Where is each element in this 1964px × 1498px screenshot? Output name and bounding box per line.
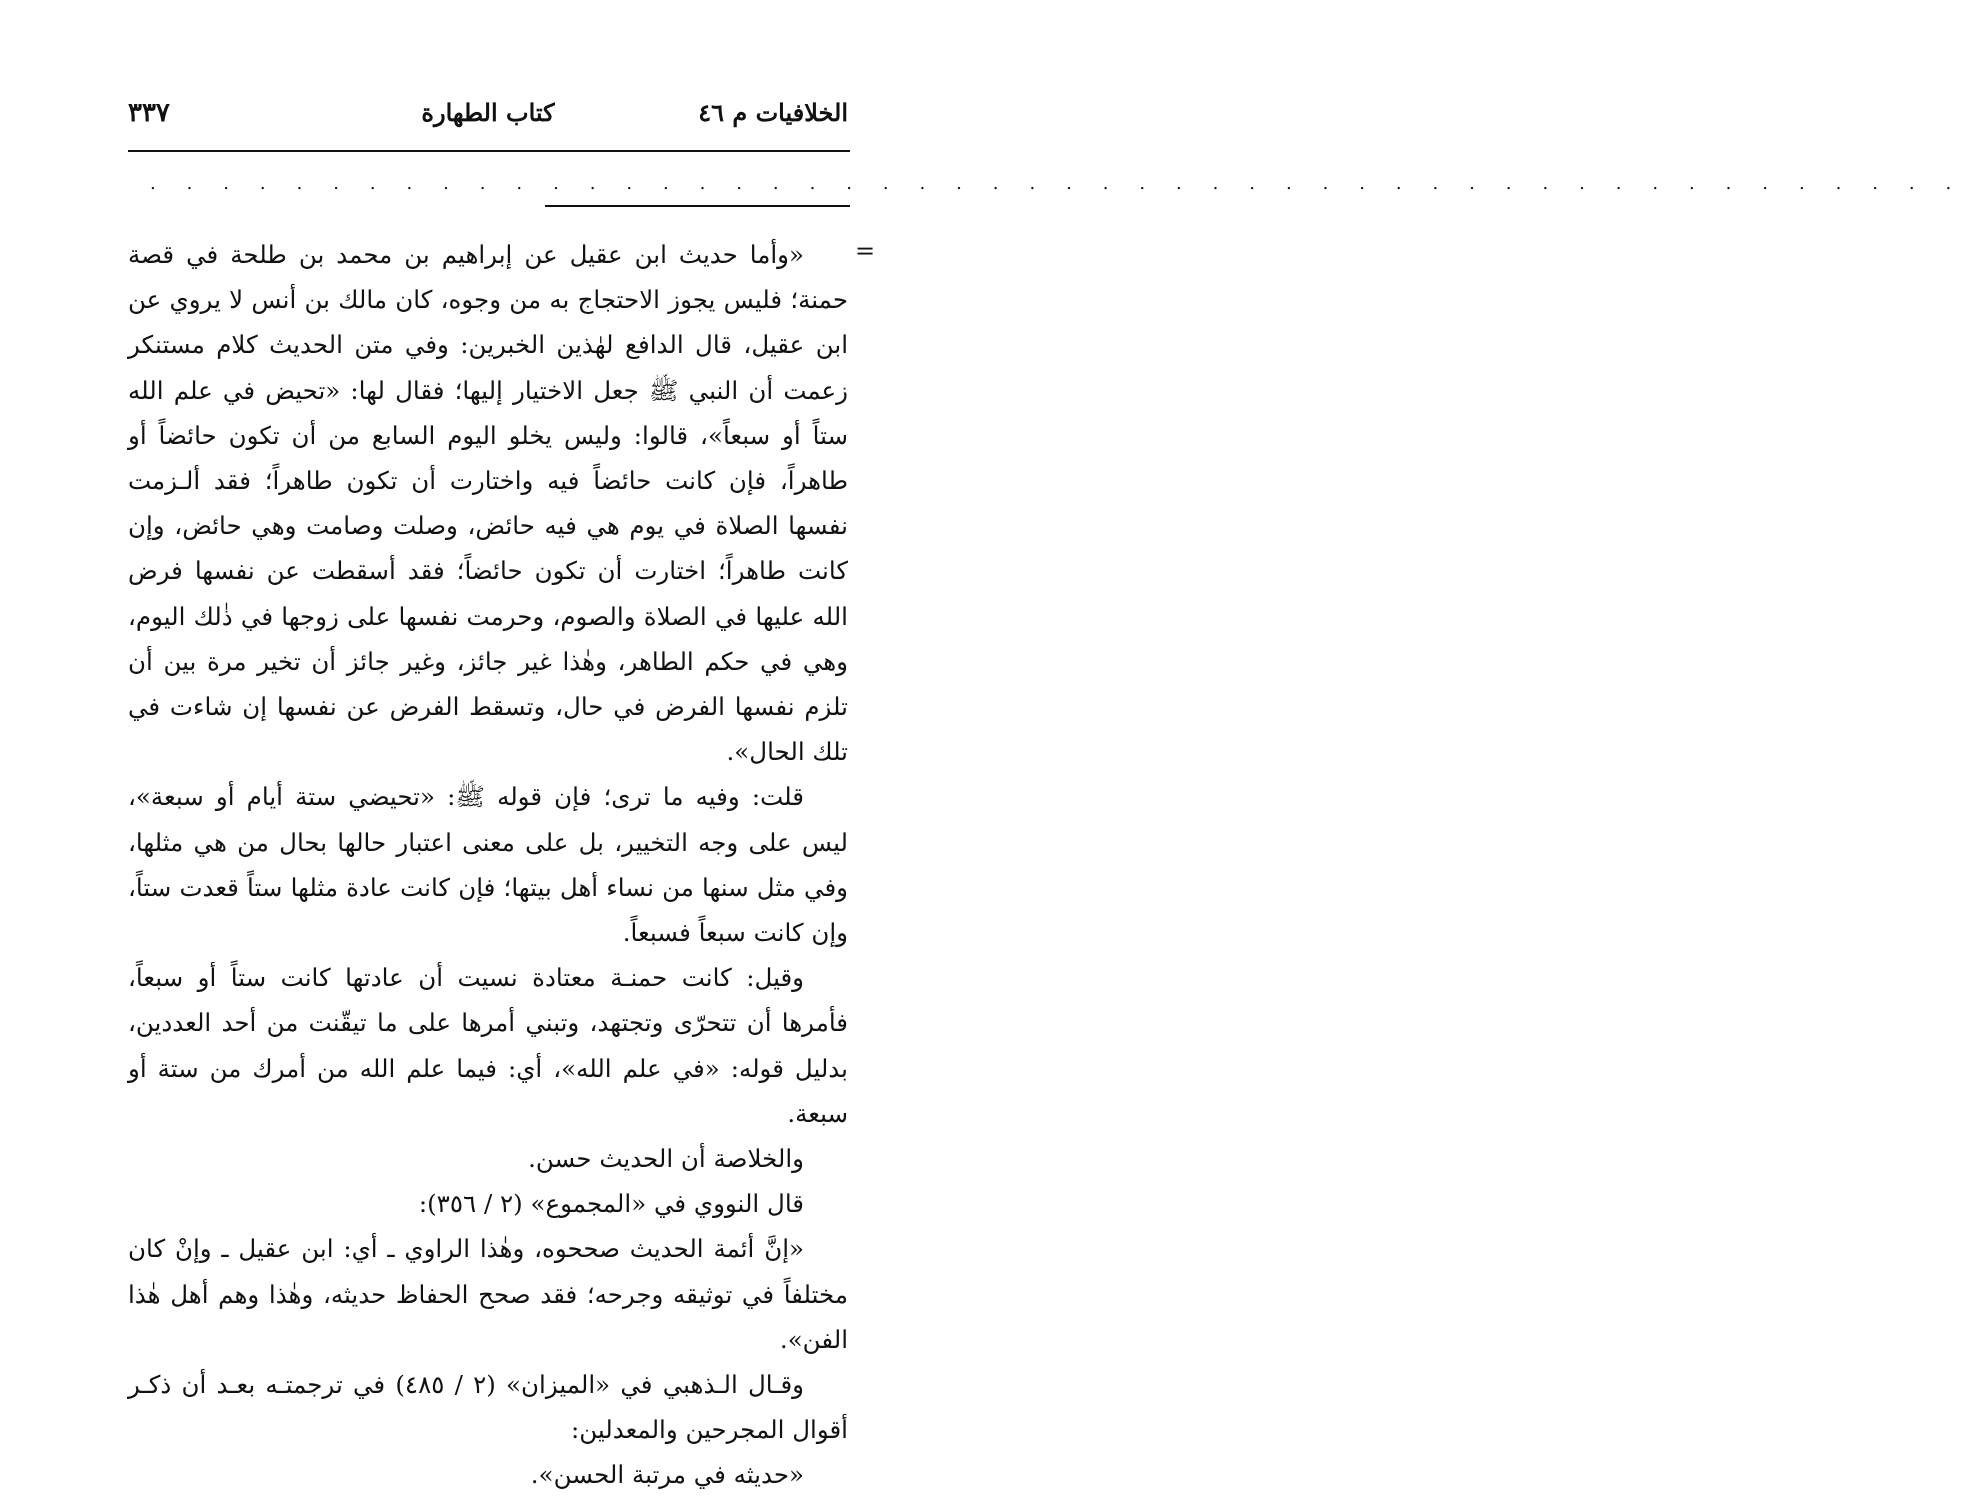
running-title: الخلافيات م ٤٦ (698, 98, 848, 127)
paragraph-nawawi-intro: قال النووي في «المجموع» (٢ / ٣٥٦): (418, 1189, 804, 1219)
footnote-dots-line: . . . . . . . . . . . . . . . . . . . . . . . . . . . . . . . . . . . . . . . . . . . . . . . . . . (150, 173, 1964, 194)
paragraph-conclusion: والخلاصة أن الحديث حسن. (528, 1144, 804, 1174)
paragraph-nawawi-quote: «إنَّ أئمة الحديث صححوه، وهٰذا الراوي ـ أي: ابن عقيل ـ وإنْ كان مختلفاً في توثيقه وجرحه؛ فقد صحح الحفاظ حديثه، وهٰذا وهم أهل هٰذا الفن». (128, 1234, 848, 1354)
paragraph-dhahabi-quote: «حديثه في مرتبة الحسن». (530, 1460, 804, 1490)
continuation-mark: = (855, 237, 876, 265)
paragraph-author-comment: قلت: وفيه ما ترى؛ فإن قوله ﷺ: «تحيضي ستة أيام أو سبعة»، ليس على وجه التخيير، بل على معنى اعتبار حالها بحال من هي مثلها، وفي مثل سنها من نساء أهل بيتها؛ فإن كانت عادة مثلها ستاً قعدت ستاً، وإن كانت سبعاً فسبعاً. (128, 782, 848, 948)
footnote-separator (545, 205, 850, 207)
page-header (128, 98, 848, 138)
paragraph-quote-ibn-aqil: «وأما حديث ابن عقيل عن إبراهيم بن محمد بن طلحة في قصة حمنة؛ فليس يجوز الاحتجاج به من وجوه، كان مالك بن أنس لا يروي عن ابن عقيل، قال الدافع لهٰذين الخبرين: وفي متن الحديث كلام مستنكر زعمت أن النبي ﷺ جعل الاختيار إليها؛ فقال لها: «تحيض في علم الله ستاً أو سبعاً»، قالوا: وليس يخلو اليوم السابع من أن تكون حائضاً أو طاهراً، فإن كانت حائضاً فيه واختارت أن تكون طاهراً؛ فقد ألـزمت نفسها الصلاة في يوم هي فيه حائض، وصلت وصامت وهي حائض، وإن كانت طاهراً؛ اختارت أن تكون حائضاً؛ فقد أسقطت عن نفسها فرض الله عليها في الصلاة والصوم، وحرمت نفسها على زوجها في ذٰلك اليوم، وهي في حكم الطاهر، وهٰذا غير جائز، وغير جائز أن تخير مرة بين أن تلزم نفسها الفرض في حال، وتسقط الفرض عن نفسها إن شاءت في تلك الحال». (128, 240, 848, 767)
header-rule (128, 150, 850, 152)
footnote-body (128, 232, 848, 1498)
chapter-title: كتاب الطهارة (421, 98, 555, 127)
paragraph-dhahabi-intro: وقـال الـذهبي في «الميزان» (٢ / ٤٨٥) في ترجمتـه بعـد أن ذكـر أقوال المجرحين والمعدلين: (128, 1370, 848, 1445)
page-number: ٣٣٧ (128, 98, 170, 128)
paragraph-alternative-view: وقيل: كانت حمنـة معتادة نسيت أن عادتها كانت ستاً أو سبعاً، فأمرها أن تتحرّى وتجتهد، وتبني أمرها على ما تيقّنت من أحد العددين، بدليل قوله: «في علم الله»، أي: فيما علم الله من أمرك من ستة أو سبعة. (128, 963, 848, 1128)
